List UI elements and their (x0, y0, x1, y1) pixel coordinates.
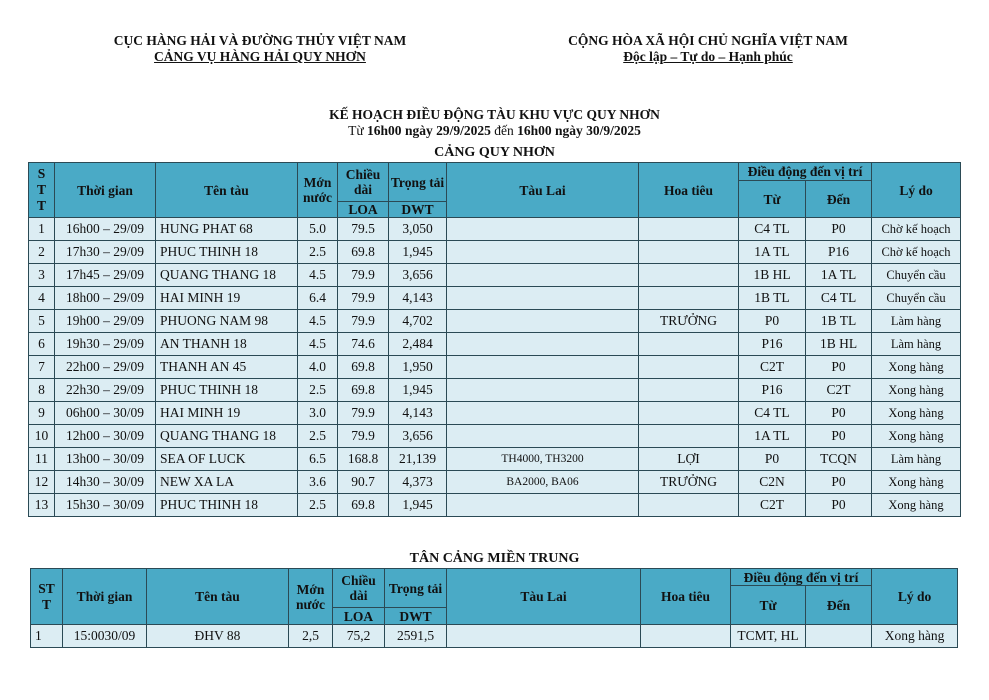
cell-loa: 69.8 (338, 494, 389, 517)
cell-from: C4 TL (739, 218, 806, 241)
table-row (29, 241, 961, 264)
col-header-tug: Tàu Lai (447, 569, 641, 625)
col-header-pilot: Hoa tiêu (639, 163, 739, 218)
table-row (29, 471, 961, 494)
table-row (29, 494, 961, 517)
cell-ship-name: THANH AN 45 (156, 356, 298, 379)
cell-reason: Xong hàng (872, 356, 961, 379)
cell-ship-name: QUANG THANG 18 (156, 425, 298, 448)
cell-from: P16 (739, 333, 806, 356)
cell-stt: 12 (29, 471, 55, 494)
cell-dwt: 2591,5 (385, 625, 447, 648)
agency-name: CỤC HÀNG HẢI VÀ ĐƯỜNG THỦY VIỆT NAM (113, 33, 407, 48)
cell-dwt: 1,945 (389, 494, 447, 517)
cell-pilot (639, 287, 739, 310)
cell-draft: 5.0 (298, 218, 338, 241)
cell-dwt: 4,143 (389, 402, 447, 425)
cell-time: 15:0030/09 (63, 625, 147, 648)
cell-from: TCMT, HL (731, 625, 806, 648)
table-row (29, 333, 961, 356)
cell-to: P0 (806, 425, 872, 448)
col-header-dwt: DWT (389, 202, 447, 218)
cell-stt: 3 (29, 264, 55, 287)
table-row (29, 218, 961, 241)
cell-reason: Xong hàng (872, 494, 961, 517)
table-row (29, 356, 961, 379)
cell-draft: 4.5 (298, 264, 338, 287)
cell-ship-name: ĐHV 88 (147, 625, 289, 648)
table-row (29, 310, 961, 333)
cell-loa: 79.5 (338, 218, 389, 241)
col-header-from: Từ (739, 181, 806, 218)
cell-reason: Chờ kế hoạch (872, 241, 961, 264)
cell-dwt: 3,656 (389, 425, 447, 448)
cell-loa: 79.9 (338, 287, 389, 310)
cell-to: P0 (806, 402, 872, 425)
cell-time: 18h00 – 29/09 (55, 287, 156, 310)
cell-stt: 4 (29, 287, 55, 310)
cell-dwt: 21,139 (389, 448, 447, 471)
cell-time: 19h30 – 29/09 (55, 333, 156, 356)
cell-from: 1A TL (739, 241, 806, 264)
cell-tug (447, 264, 639, 287)
table-row (29, 448, 961, 471)
schedule-body-tan-cang (31, 625, 958, 648)
cell-to: 1A TL (806, 264, 872, 287)
cell-stt: 13 (29, 494, 55, 517)
cell-dwt: 1,950 (389, 356, 447, 379)
col-header-pilot: Hoa tiêu (641, 569, 731, 625)
cell-tug (447, 218, 639, 241)
cell-loa: 69.8 (338, 356, 389, 379)
cell-tug (447, 241, 639, 264)
cell-dwt: 3,656 (389, 264, 447, 287)
col-header-length: Chiều dài (338, 163, 389, 202)
cell-dwt: 1,945 (389, 379, 447, 402)
schedule-table-tan-cang (30, 568, 958, 648)
col-header-reason: Lý do (872, 163, 961, 218)
cell-ship-name: PHUC THINH 18 (156, 494, 298, 517)
cell-time: 15h30 – 30/09 (55, 494, 156, 517)
col-header-length: Chiều dài (333, 569, 385, 608)
cell-loa: 79.9 (338, 425, 389, 448)
cell-tug (447, 625, 641, 648)
cell-from: 1B TL (739, 287, 806, 310)
col-header-loa: LOA (333, 608, 385, 625)
cell-dwt: 2,484 (389, 333, 447, 356)
cell-loa: 74.6 (338, 333, 389, 356)
col-header-stt: S T T (29, 163, 55, 218)
cell-dwt: 4,702 (389, 310, 447, 333)
cell-loa: 79.9 (338, 310, 389, 333)
cell-to: 1B HL (806, 333, 872, 356)
cell-pilot (639, 218, 739, 241)
cell-stt: 9 (29, 402, 55, 425)
cell-time: 13h00 – 30/09 (55, 448, 156, 471)
cell-ship-name: PHUC THINH 18 (156, 379, 298, 402)
cell-reason: Làm hàng (872, 333, 961, 356)
cell-draft: 2.5 (298, 425, 338, 448)
cell-reason: Làm hàng (872, 448, 961, 471)
cell-stt: 7 (29, 356, 55, 379)
cell-ship-name: HAI MINH 19 (156, 287, 298, 310)
cell-pilot (639, 379, 739, 402)
cell-from: 1A TL (739, 425, 806, 448)
cell-time: 19h00 – 29/09 (55, 310, 156, 333)
cell-stt: 2 (29, 241, 55, 264)
document-period (0, 123, 989, 139)
cell-tug (447, 333, 639, 356)
cell-draft: 4.0 (298, 356, 338, 379)
cell-reason: Xong hàng (872, 379, 961, 402)
section-title-quy-nhon: CẢNG QUY NHƠN (434, 145, 555, 160)
cell-time: 22h30 – 29/09 (55, 379, 156, 402)
cell-stt: 5 (29, 310, 55, 333)
col-header-time: Thời gian (55, 163, 156, 218)
cell-pilot: LỢI (639, 448, 739, 471)
period-mid: đến (494, 123, 514, 138)
table-row (29, 287, 961, 310)
period-to-date-label: ngày (554, 123, 583, 138)
col-header-tonnage: Trọng tải (389, 163, 447, 202)
cell-to: P0 (806, 356, 872, 379)
cell-draft: 3.0 (298, 402, 338, 425)
cell-tug (447, 310, 639, 333)
period-prefix: Từ (348, 123, 364, 138)
table-row (29, 264, 961, 287)
cell-from: C2N (739, 471, 806, 494)
cell-to: 1B TL (806, 310, 872, 333)
cell-time: 17h30 – 29/09 (55, 241, 156, 264)
cell-dwt: 3,050 (389, 218, 447, 241)
cell-pilot (639, 333, 739, 356)
cell-time: 06h00 – 30/09 (55, 402, 156, 425)
cell-from: 1B HL (739, 264, 806, 287)
cell-loa: 90.7 (338, 471, 389, 494)
cell-time: 14h30 – 30/09 (55, 471, 156, 494)
cell-stt: 1 (31, 625, 63, 648)
cell-loa: 79.9 (338, 264, 389, 287)
national-header (508, 33, 908, 65)
cell-loa: 79.9 (338, 402, 389, 425)
cell-draft: 2.5 (298, 379, 338, 402)
schedule-table-quy-nhon (28, 162, 961, 517)
col-header-dwt: DWT (385, 608, 447, 625)
cell-to: TCQN (806, 448, 872, 471)
col-header-draft: Mớn nước (298, 163, 338, 218)
cell-draft: 6.5 (298, 448, 338, 471)
cell-reason: Chờ kế hoạch (872, 218, 961, 241)
cell-tug (447, 425, 639, 448)
cell-stt: 11 (29, 448, 55, 471)
cell-time: 22h00 – 29/09 (55, 356, 156, 379)
period-to-date: 30/9/2025 (586, 123, 641, 138)
cell-ship-name: NEW XA LA (156, 471, 298, 494)
cell-ship-name: HAI MINH 19 (156, 402, 298, 425)
cell-time: 12h00 – 30/09 (55, 425, 156, 448)
period-to-time: 16h00 (517, 123, 552, 138)
cell-dwt: 1,945 (389, 241, 447, 264)
cell-draft: 2.5 (298, 494, 338, 517)
table-row (29, 425, 961, 448)
table-row (31, 625, 958, 648)
cell-pilot (641, 625, 731, 648)
cell-ship-name: SEA OF LUCK (156, 448, 298, 471)
cell-loa: 69.8 (338, 241, 389, 264)
national-motto: Độc lập – Tự do – Hạnh phúc (623, 49, 793, 64)
cell-draft: 3.6 (298, 471, 338, 494)
period-from-time: 16h00 (367, 123, 402, 138)
col-header-move-group: Điều động đến vị trí (739, 163, 872, 181)
country-name: CỘNG HÒA XÃ HỘI CHỦ NGHĨA VIỆT NAM (568, 33, 848, 48)
cell-pilot: TRƯỞNG (639, 310, 739, 333)
cell-draft: 4.5 (298, 310, 338, 333)
cell-to: C4 TL (806, 287, 872, 310)
cell-ship-name: AN THANH 18 (156, 333, 298, 356)
cell-reason: Làm hàng (872, 310, 961, 333)
col-header-reason: Lý do (872, 569, 958, 625)
cell-to: P0 (806, 494, 872, 517)
cell-reason: Xong hàng (872, 402, 961, 425)
col-header-time: Thời gian (63, 569, 147, 625)
col-header-from: Từ (731, 586, 806, 625)
cell-to: P0 (806, 471, 872, 494)
cell-from: C4 TL (739, 402, 806, 425)
cell-pilot (639, 425, 739, 448)
cell-reason: Chuyển cầu (872, 264, 961, 287)
cell-tug: BA2000, BA06 (447, 471, 639, 494)
cell-dwt: 4,373 (389, 471, 447, 494)
col-header-move-group: Điều động đến vị trí (731, 569, 872, 586)
cell-pilot (639, 264, 739, 287)
cell-time: 16h00 – 29/09 (55, 218, 156, 241)
cell-pilot (639, 356, 739, 379)
agency-header (60, 33, 460, 65)
cell-time: 17h45 – 29/09 (55, 264, 156, 287)
cell-reason: Xong hàng (872, 471, 961, 494)
cell-loa: 69.8 (338, 379, 389, 402)
cell-tug: TH4000, TH3200 (447, 448, 639, 471)
col-header-to: Đến (806, 586, 872, 625)
cell-ship-name: PHUC THINH 18 (156, 241, 298, 264)
cell-pilot (639, 241, 739, 264)
cell-pilot (639, 402, 739, 425)
cell-to: P16 (806, 241, 872, 264)
cell-stt: 1 (29, 218, 55, 241)
cell-reason: Xong hàng (872, 625, 958, 648)
schedule-body-quy-nhon (29, 218, 961, 517)
col-header-tug: Tàu Lai (447, 163, 639, 218)
document-title-block (0, 107, 989, 139)
cell-from: P0 (739, 448, 806, 471)
cell-draft: 4.5 (298, 333, 338, 356)
cell-from: P0 (739, 310, 806, 333)
cell-dwt: 4,143 (389, 287, 447, 310)
cell-ship-name: QUANG THANG 18 (156, 264, 298, 287)
cell-stt: 10 (29, 425, 55, 448)
table-row (29, 379, 961, 402)
cell-tug (447, 287, 639, 310)
cell-loa: 75,2 (333, 625, 385, 648)
cell-to: P0 (806, 218, 872, 241)
cell-draft: 2,5 (289, 625, 333, 648)
cell-reason: Xong hàng (872, 425, 961, 448)
period-from-date-label: ngày (404, 123, 433, 138)
col-header-to: Đến (806, 181, 872, 218)
cell-pilot: TRƯỞNG (639, 471, 739, 494)
cell-from: P16 (739, 379, 806, 402)
document-title: KẾ HOẠCH ĐIỀU ĐỘNG TÀU KHU VỰC QUY NHƠN (329, 107, 660, 122)
cell-draft: 2.5 (298, 241, 338, 264)
period-from-date: 29/9/2025 (436, 123, 491, 138)
section-title-tan-cang: TÂN CẢNG MIỀN TRUNG (409, 551, 580, 566)
cell-from: C2T (739, 494, 806, 517)
col-header-tonnage: Trọng tải (385, 569, 447, 608)
port-authority-name: CẢNG VỤ HÀNG HẢI QUY NHƠN (154, 49, 366, 64)
cell-stt: 6 (29, 333, 55, 356)
cell-to (806, 625, 872, 648)
col-header-ship: Tên tàu (156, 163, 298, 218)
cell-from: C2T (739, 356, 806, 379)
cell-to: C2T (806, 379, 872, 402)
cell-tug (447, 356, 639, 379)
col-header-stt: ST T (31, 569, 63, 625)
cell-ship-name: HUNG PHAT 68 (156, 218, 298, 241)
cell-stt: 8 (29, 379, 55, 402)
cell-tug (447, 379, 639, 402)
cell-reason: Chuyển cầu (872, 287, 961, 310)
cell-pilot (639, 494, 739, 517)
cell-tug (447, 402, 639, 425)
col-header-draft: Mớn nước (289, 569, 333, 625)
cell-ship-name: PHUONG NAM 98 (156, 310, 298, 333)
col-header-ship: Tên tàu (147, 569, 289, 625)
cell-draft: 6.4 (298, 287, 338, 310)
table-row (29, 402, 961, 425)
col-header-loa: LOA (338, 202, 389, 218)
cell-tug (447, 494, 639, 517)
cell-loa: 168.8 (338, 448, 389, 471)
